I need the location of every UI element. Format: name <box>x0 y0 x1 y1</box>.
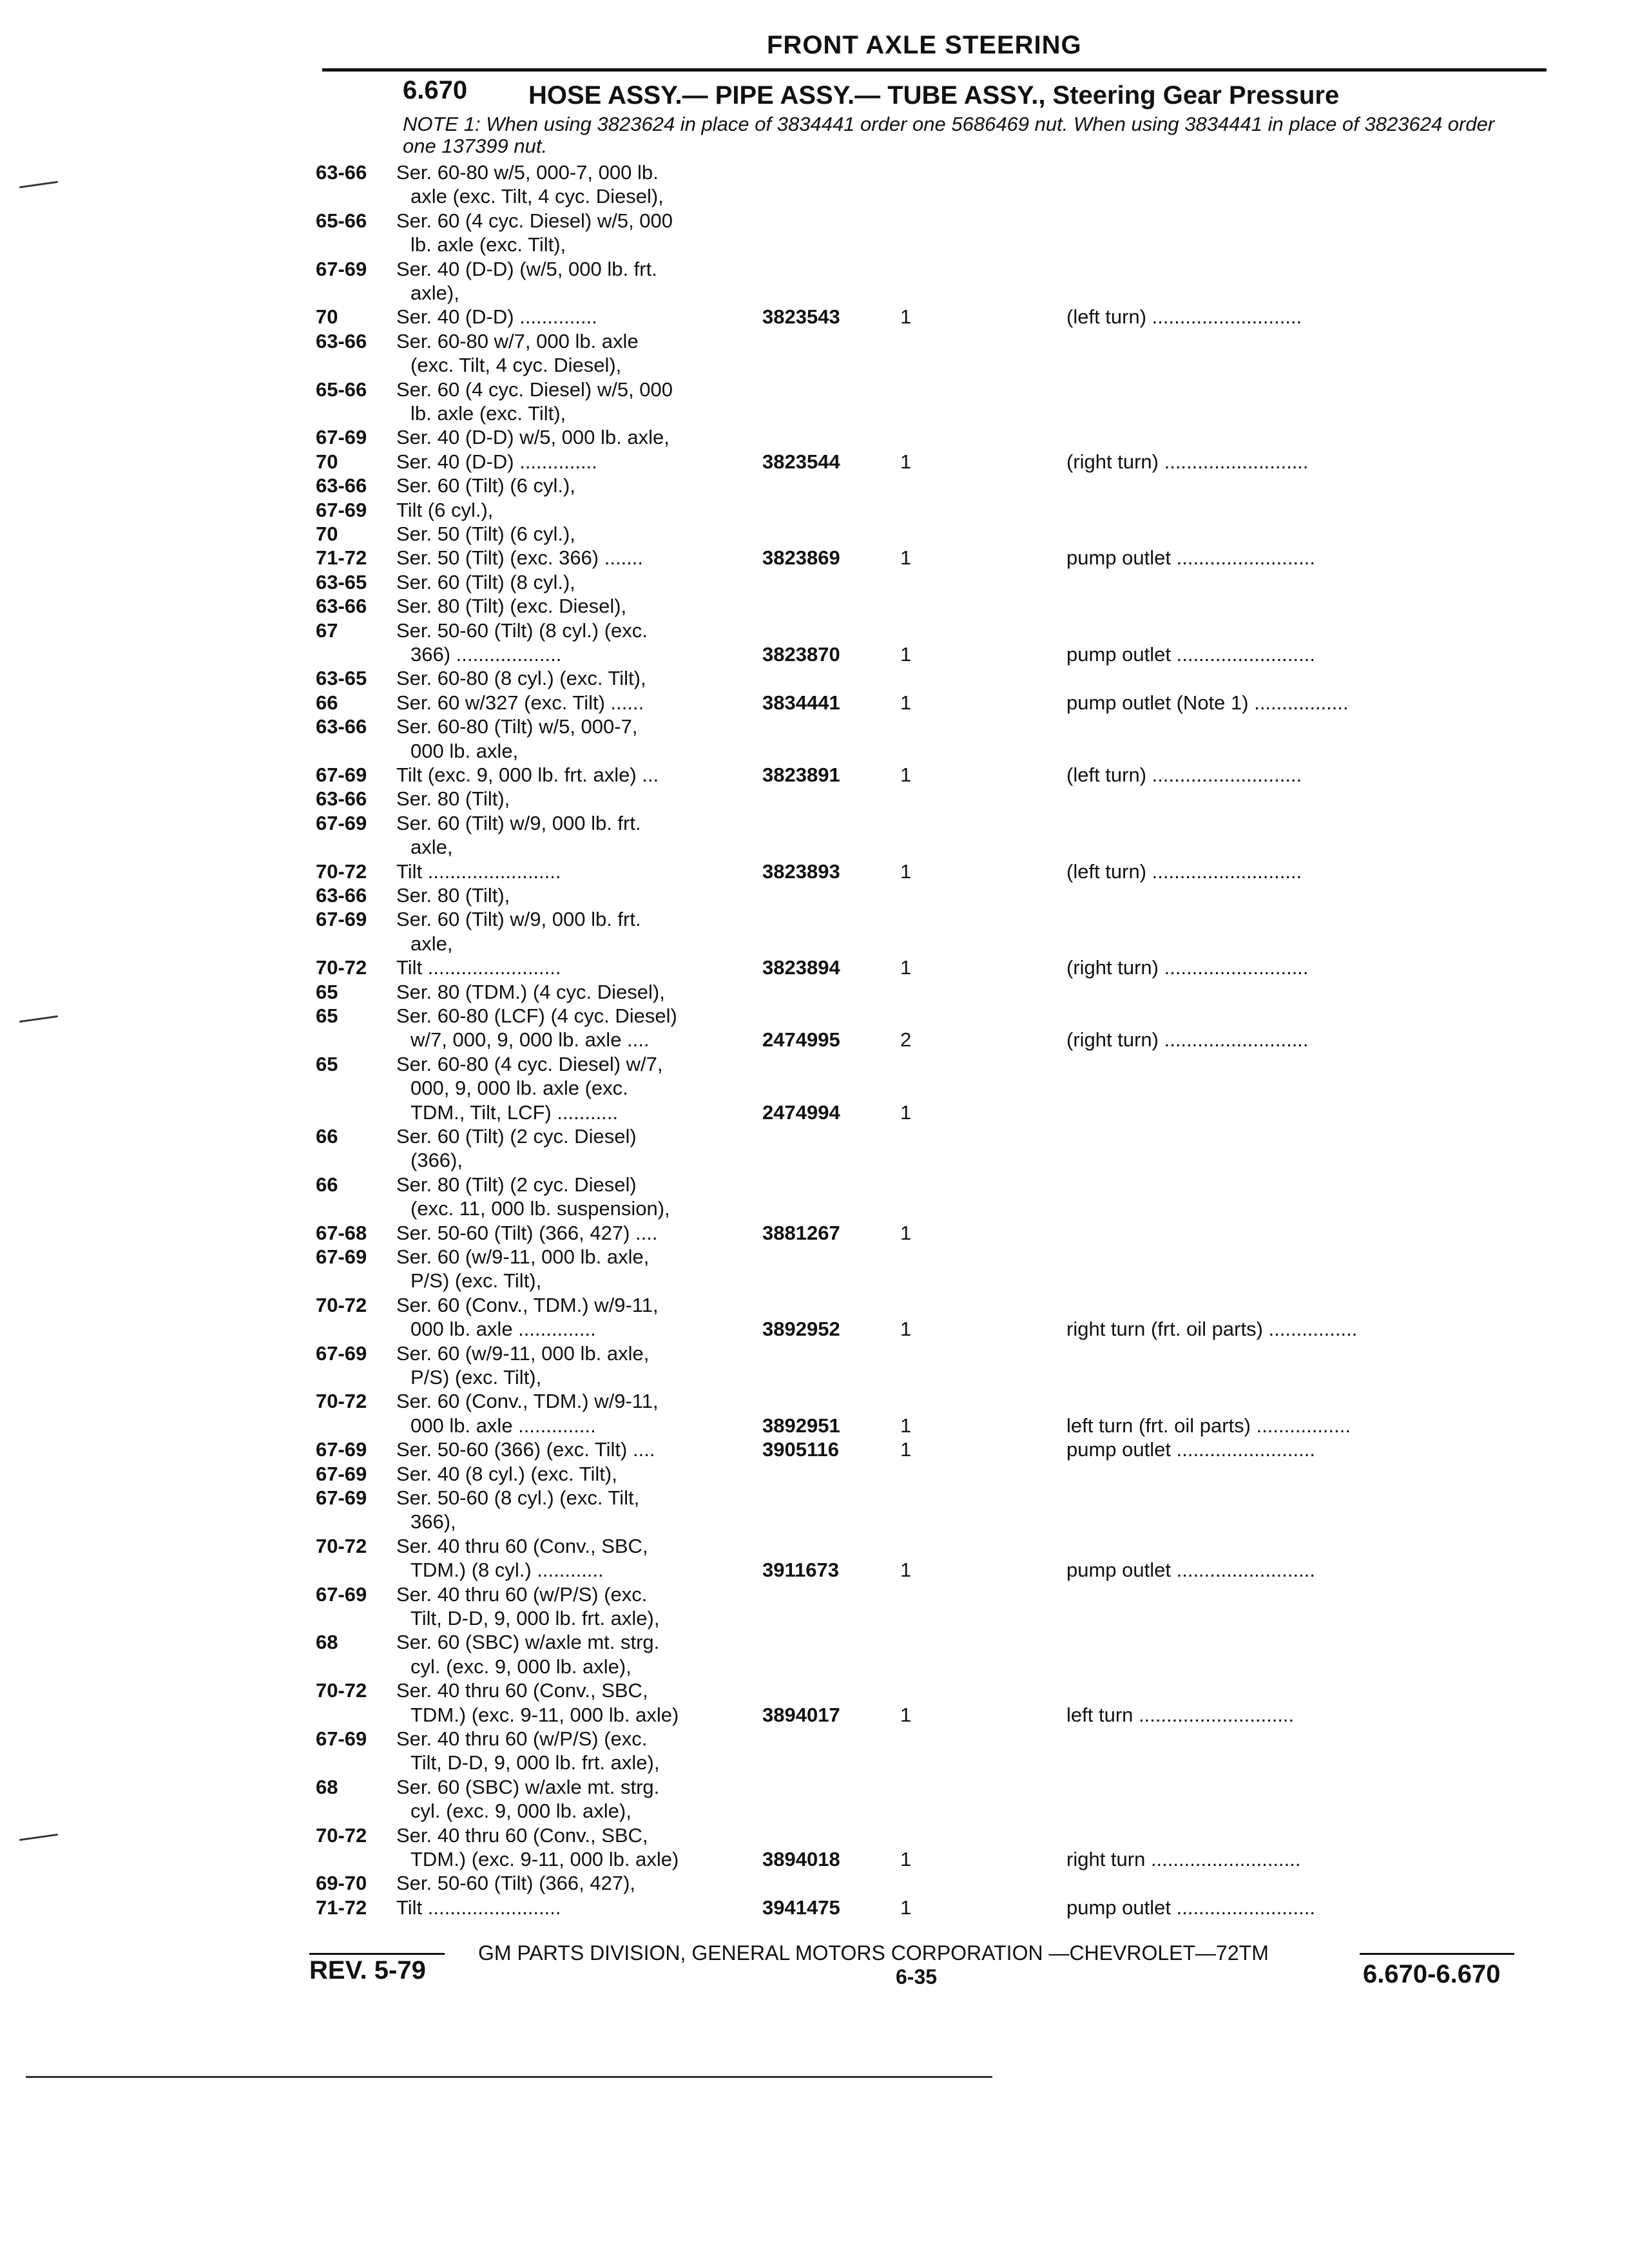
part-number-cell: 3894017 <box>762 1703 840 1726</box>
description-cell: cyl. (exc. 9, 000 lb. axle), <box>410 1800 631 1823</box>
description-cell: axle), <box>410 282 459 304</box>
description-cell: Tilt ........................ <box>396 860 561 883</box>
year-cell: 67 <box>316 619 338 642</box>
description-cell: Ser. 60-80 (4 cyc. Diesel) w/7, <box>396 1052 663 1075</box>
year-cell: 70-72 <box>316 1390 367 1413</box>
part-number-cell: 3823893 <box>762 860 840 883</box>
part-number-cell: 2474994 <box>762 1100 840 1124</box>
description-cell: 000 lb. axle .............. <box>410 1414 596 1437</box>
footer-rule-right <box>1360 1953 1514 1955</box>
year-cell: 63-66 <box>316 884 367 907</box>
description-cell: lb. axle (exc. Tilt), <box>410 233 566 256</box>
quantity-cell: 1 <box>900 1703 912 1726</box>
year-cell: 67-69 <box>316 764 367 786</box>
description-cell: axle (exc. Tilt, 4 cyc. Diesel), <box>410 185 664 208</box>
year-cell: 67-69 <box>316 1438 367 1461</box>
description-cell: Ser. 40 (D-D) .............. <box>396 450 597 473</box>
year-cell: 67-69 <box>316 908 367 931</box>
year-cell: 63-66 <box>316 329 367 352</box>
part-number-cell: 3905116 <box>762 1438 839 1461</box>
remarks-cell: (right turn) .......................... <box>1066 956 1309 979</box>
remarks-cell: pump outlet ......................... <box>1066 1896 1315 1919</box>
description-cell: Ser. 40 (8 cyl.) (exc. Tilt), <box>396 1462 617 1485</box>
year-cell: 67-69 <box>316 1486 367 1509</box>
description-cell: (366), <box>410 1149 463 1172</box>
description-cell: Ser. 80 (Tilt), <box>396 787 510 811</box>
year-cell: 67-68 <box>316 1221 367 1244</box>
remarks-cell: pump outlet ......................... <box>1066 1559 1315 1582</box>
description-cell: lb. axle (exc. Tilt), <box>410 402 566 425</box>
quantity-cell: 1 <box>900 1414 912 1437</box>
description-cell: Ser. 60 (Tilt) (2 cyc. Diesel) <box>396 1125 637 1148</box>
quantity-cell: 1 <box>900 1896 912 1919</box>
header-rule <box>322 68 1547 72</box>
quantity-cell: 1 <box>900 1100 912 1124</box>
remarks-cell: pump outlet (Note 1) ................. <box>1066 691 1349 714</box>
quantity-cell: 1 <box>900 1221 912 1244</box>
year-cell: 70 <box>316 450 338 473</box>
year-cell: 70 <box>316 523 338 545</box>
description-cell: Ser. 40 thru 60 (Conv., SBC, <box>396 1823 648 1847</box>
description-cell: Ser. 40 (D-D) (w/5, 000 lb. frt. <box>396 257 657 280</box>
part-number-cell: 3894018 <box>762 1848 840 1870</box>
description-cell: 366) ................... <box>410 643 562 666</box>
description-cell: 366), <box>410 1510 456 1533</box>
year-cell: 65-66 <box>316 378 367 401</box>
description-cell: Ser. 60 (Conv., TDM.) w/9-11, <box>396 1390 659 1413</box>
year-cell: 67-69 <box>316 426 367 449</box>
description-cell: 000 lb. axle, <box>410 739 519 762</box>
year-cell: 70-72 <box>316 1293 367 1316</box>
description-cell: Ser. 60-80 w/7, 000 lb. axle <box>396 329 639 352</box>
year-cell: 67-69 <box>316 1341 367 1365</box>
year-cell: 63-65 <box>316 570 367 593</box>
year-cell: 63-66 <box>316 715 367 738</box>
page-header-title: FRONT AXLE STEERING <box>767 31 1082 59</box>
description-cell: Ser. 50 (Tilt) (exc. 366) ....... <box>396 546 644 570</box>
remarks-cell: pump outlet ......................... <box>1066 643 1315 666</box>
remarks-cell: (right turn) .......................... <box>1066 450 1309 473</box>
year-cell: 71-72 <box>316 1896 367 1919</box>
year-cell: 68 <box>316 1631 338 1654</box>
description-cell: Ser. 60-80 (Tilt) w/5, 000-7, <box>396 715 638 738</box>
part-number-cell: 3911673 <box>762 1559 839 1582</box>
description-cell: Ser. 50-60 (366) (exc. Tilt) .... <box>396 1438 655 1461</box>
revision-label: REV. 5-79 <box>309 1956 426 1984</box>
description-cell: Ser. 60 w/327 (exc. Tilt) ...... <box>396 691 644 714</box>
description-cell: Ser. 40 (D-D) .............. <box>396 305 597 329</box>
scan-edge-rule <box>26 2076 992 2078</box>
year-cell: 71-72 <box>316 546 367 570</box>
description-cell: Ser. 60-80 w/5, 000-7, 000 lb. <box>396 161 659 184</box>
footer-rule-left <box>309 1953 445 1955</box>
year-cell: 66 <box>316 1173 338 1196</box>
quantity-cell: 1 <box>900 691 912 714</box>
binder-hole-mark <box>19 1834 58 1841</box>
description-cell: Tilt, D-D, 9, 000 lb. frt. axle), <box>410 1751 660 1774</box>
year-cell: 63-66 <box>316 595 367 618</box>
binder-hole-mark <box>19 1015 58 1023</box>
section-number: 6.670 <box>403 76 468 104</box>
description-cell: Ser. 80 (Tilt) (exc. Diesel), <box>396 595 627 618</box>
description-cell: Ser. 50-60 (Tilt) (366, 427) .... <box>396 1221 658 1244</box>
description-cell: Ser. 80 (Tilt) (2 cyc. Diesel) <box>396 1173 637 1196</box>
remarks-cell: (left turn) ........................... <box>1066 764 1302 786</box>
description-cell: TDM., Tilt, LCF) ........... <box>410 1100 619 1124</box>
description-cell: Ser. 50 (Tilt) (6 cyl.), <box>396 523 575 545</box>
year-cell: 67-69 <box>316 257 367 280</box>
description-cell: Tilt (exc. 9, 000 lb. frt. axle) ... <box>396 764 659 786</box>
remarks-cell: left turn (frt. oil parts) ................. <box>1066 1414 1351 1437</box>
description-cell: cyl. (exc. 9, 000 lb. axle), <box>410 1655 631 1678</box>
year-cell: 67-69 <box>316 1582 367 1606</box>
year-cell: 68 <box>316 1775 338 1798</box>
description-cell: Ser. 40 (D-D) w/5, 000 lb. axle, <box>396 426 670 449</box>
quantity-cell: 1 <box>900 643 912 666</box>
description-cell: Ser. 60 (Tilt) (6 cyl.), <box>396 474 575 497</box>
description-cell: 000 lb. axle .............. <box>410 1318 596 1341</box>
description-cell: TDM.) (exc. 9-11, 000 lb. axle) <box>410 1703 679 1726</box>
year-cell: 63-66 <box>316 787 367 811</box>
description-cell: Ser. 60 (w/9-11, 000 lb. axle, <box>396 1341 650 1365</box>
quantity-cell: 1 <box>900 450 912 473</box>
quantity-cell: 1 <box>900 764 912 786</box>
description-cell: Ser. 60 (Tilt) w/9, 000 lb. frt. <box>396 908 641 931</box>
year-cell: 70-72 <box>316 1534 367 1557</box>
part-number-cell: 3834441 <box>762 691 840 714</box>
year-cell: 63-65 <box>316 667 367 690</box>
description-cell: Ser. 80 (TDM.) (4 cyc. Diesel), <box>396 980 665 1003</box>
year-cell: 70-72 <box>316 860 367 883</box>
description-cell: Tilt, D-D, 9, 000 lb. frt. axle), <box>410 1607 660 1629</box>
year-cell: 63-66 <box>316 474 367 497</box>
remarks-cell: right turn ........................... <box>1066 1848 1301 1870</box>
year-cell: 65 <box>316 1004 338 1027</box>
year-cell: 70-72 <box>316 1823 367 1847</box>
description-cell: Ser. 40 thru 60 (Conv., SBC, <box>396 1534 648 1557</box>
part-number-cell: 3823870 <box>762 643 840 666</box>
year-cell: 70 <box>316 305 338 329</box>
year-cell: 67-69 <box>316 1462 367 1485</box>
description-cell: Ser. 60 (Tilt) w/9, 000 lb. frt. <box>396 811 641 834</box>
description-cell: TDM.) (8 cyl.) ............ <box>410 1559 604 1582</box>
description-cell: Ser. 60 (Conv., TDM.) w/9-11, <box>396 1293 659 1316</box>
description-cell: Ser. 40 thru 60 (w/P/S) (exc. <box>396 1727 648 1750</box>
description-cell: Ser. 60 (w/9-11, 000 lb. axle, <box>396 1245 650 1268</box>
year-cell: 67-69 <box>316 1727 367 1750</box>
year-cell: 70-72 <box>316 956 367 979</box>
part-number-cell: 3823544 <box>762 450 840 473</box>
year-cell: 66 <box>316 1125 338 1148</box>
description-cell: axle, <box>410 932 453 955</box>
part-number-cell: 3881267 <box>762 1221 840 1244</box>
year-cell: 65 <box>316 1052 338 1075</box>
year-cell: 65-66 <box>316 209 367 232</box>
quantity-cell: 1 <box>900 860 912 883</box>
part-number-cell: 3823543 <box>762 305 840 329</box>
part-number-cell: 2474995 <box>762 1028 840 1052</box>
year-cell: 67-69 <box>316 498 367 521</box>
description-cell: Ser. 50-60 (Tilt) (366, 427), <box>396 1872 636 1895</box>
description-cell: Ser. 50-60 (Tilt) (8 cyl.) (exc. <box>396 619 648 642</box>
description-cell: Ser. 60-80 (LCF) (4 cyc. Diesel) <box>396 1004 677 1027</box>
quantity-cell: 1 <box>900 956 912 979</box>
description-cell: Ser. 40 thru 60 (Conv., SBC, <box>396 1679 648 1702</box>
description-cell: 000, 9, 000 lb. axle (exc. <box>410 1077 628 1100</box>
year-cell: 69-70 <box>316 1872 367 1895</box>
note-text: NOTE 1: When using 3823624 in place of 3834441 order one 5686469 nut. When using 3834441 in place of 3823624 order one 137399 nut. <box>403 113 1495 157</box>
year-cell: 70-72 <box>316 1679 367 1702</box>
remarks-cell: (left turn) ........................... <box>1066 305 1302 329</box>
remarks-cell: pump outlet ......................... <box>1066 1438 1315 1461</box>
description-cell: Ser. 60-80 (8 cyl.) (exc. Tilt), <box>396 667 646 690</box>
description-cell: (exc. 11, 000 lb. suspension), <box>410 1197 670 1220</box>
description-cell: Tilt (6 cyl.), <box>396 498 494 521</box>
quantity-cell: 1 <box>900 305 912 329</box>
part-number-cell: 3823869 <box>762 546 840 570</box>
footer-publisher: GM PARTS DIVISION, GENERAL MOTORS CORPORATION —CHEVROLET—72TM <box>478 1941 1269 1965</box>
part-number-cell: 3892952 <box>762 1318 840 1341</box>
remarks-cell: right turn (frt. oil parts) ................ <box>1066 1318 1358 1341</box>
year-cell: 66 <box>316 691 338 714</box>
description-cell: P/S) (exc. Tilt), <box>410 1366 542 1389</box>
binder-hole-mark <box>19 181 58 188</box>
description-cell: Ser. 60 (4 cyc. Diesel) w/5, 000 <box>396 378 673 401</box>
description-cell: Tilt ........................ <box>396 956 561 979</box>
year-cell: 67-69 <box>316 811 367 834</box>
description-cell: w/7, 000, 9, 000 lb. axle .... <box>410 1028 650 1052</box>
remarks-cell: (left turn) ........................... <box>1066 860 1302 883</box>
description-cell: axle, <box>410 836 453 859</box>
remarks-cell: pump outlet ......................... <box>1066 546 1315 570</box>
description-cell: Ser. 80 (Tilt), <box>396 884 510 907</box>
part-number-cell: 3823894 <box>762 956 840 979</box>
section-range: 6.670-6.670 <box>1363 1960 1501 1988</box>
remarks-cell: (right turn) .......................... <box>1066 1028 1309 1052</box>
quantity-cell: 1 <box>900 1318 912 1341</box>
quantity-cell: 2 <box>900 1028 912 1052</box>
description-cell: P/S) (exc. Tilt), <box>410 1269 542 1293</box>
description-cell: (exc. Tilt, 4 cyc. Diesel), <box>410 354 622 377</box>
page-number: 6-35 <box>896 1965 938 1988</box>
description-cell: Ser. 60 (SBC) w/axle mt. strg. <box>396 1775 660 1798</box>
section-title: HOSE ASSY.— PIPE ASSY.— TUBE ASSY., Steering Gear Pressure <box>528 81 1340 110</box>
year-cell: 67-69 <box>316 1245 367 1268</box>
description-cell: Ser. 60 (4 cyc. Diesel) w/5, 000 <box>396 209 673 232</box>
description-cell: Ser. 60 (SBC) w/axle mt. strg. <box>396 1631 660 1654</box>
part-number-cell: 3892951 <box>762 1414 840 1437</box>
quantity-cell: 1 <box>900 546 912 570</box>
part-number-cell: 3823891 <box>762 764 840 786</box>
description-cell: Ser. 50-60 (8 cyl.) (exc. Tilt, <box>396 1486 640 1509</box>
quantity-cell: 1 <box>900 1848 912 1870</box>
remarks-cell: left turn ............................ <box>1066 1703 1295 1726</box>
quantity-cell: 1 <box>900 1559 912 1582</box>
description-cell: Tilt ........................ <box>396 1896 561 1919</box>
description-cell: Ser. 40 thru 60 (w/P/S) (exc. <box>396 1582 648 1606</box>
description-cell: Ser. 60 (Tilt) (8 cyl.), <box>396 570 575 593</box>
year-cell: 63-66 <box>316 161 367 184</box>
year-cell: 65 <box>316 980 338 1003</box>
part-number-cell: 3941475 <box>762 1896 840 1919</box>
quantity-cell: 1 <box>900 1438 912 1461</box>
description-cell: TDM.) (exc. 9-11, 000 lb. axle) <box>410 1848 679 1870</box>
